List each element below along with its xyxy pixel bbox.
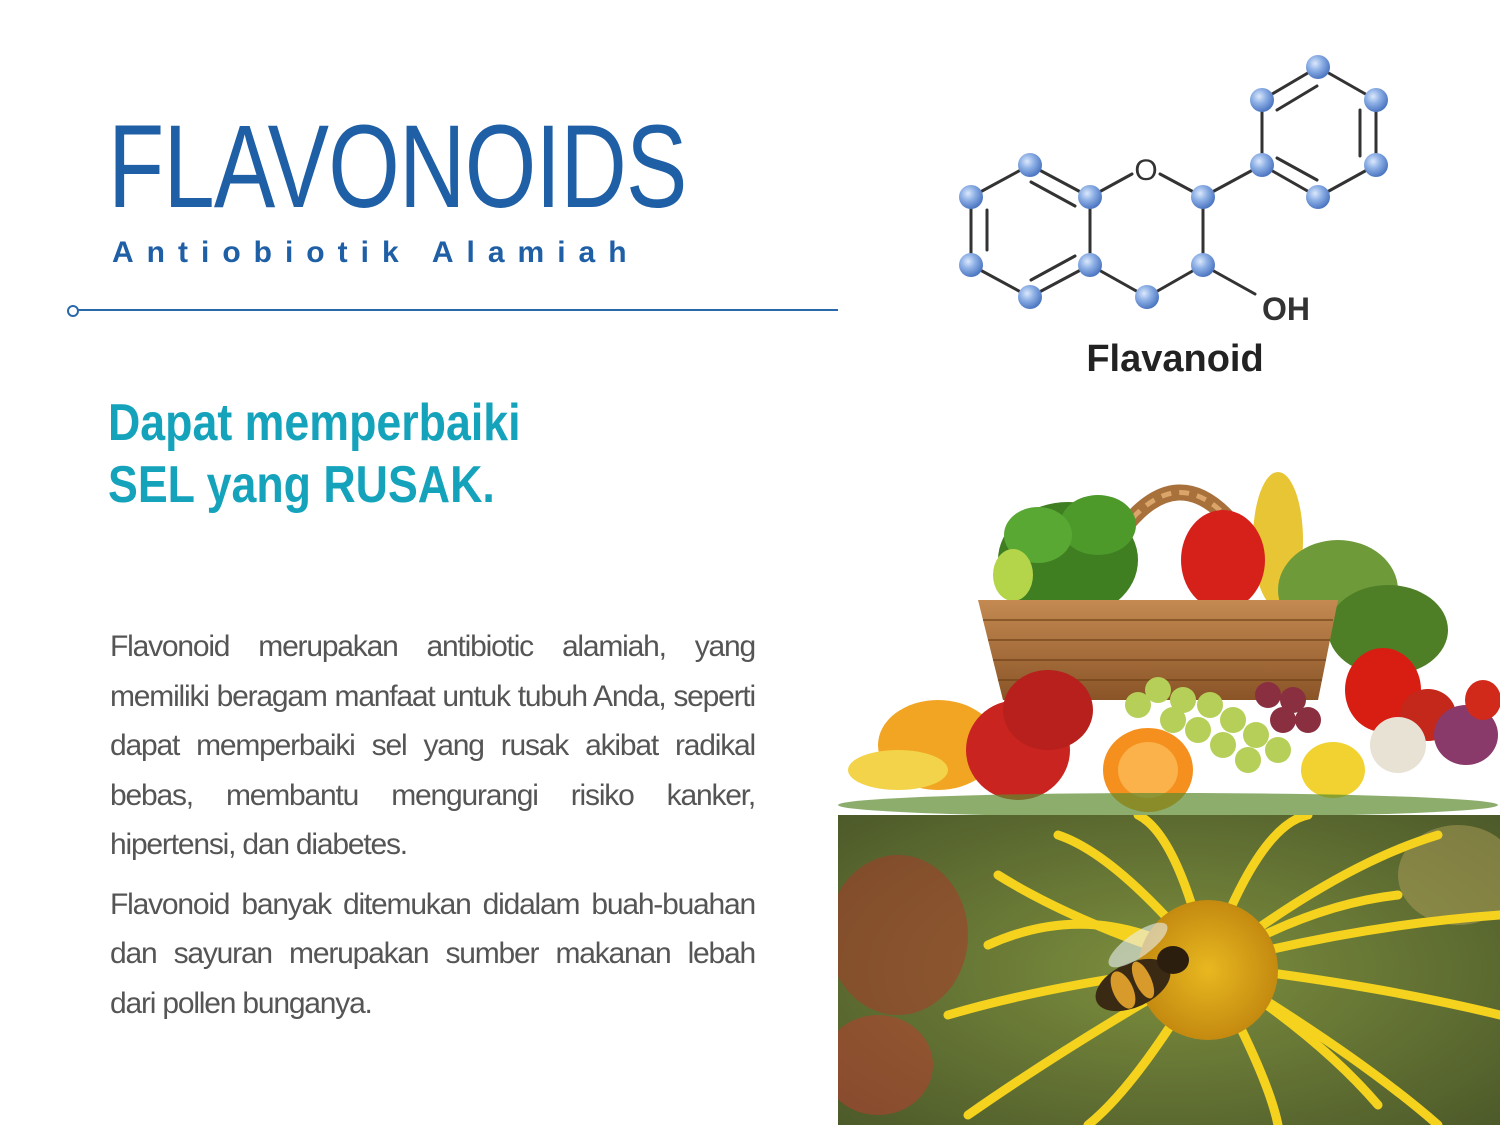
divider-dot bbox=[67, 305, 79, 317]
molecule-caption: Flavanoid bbox=[1086, 338, 1264, 380]
fruit-basket-photo bbox=[838, 400, 1500, 815]
headline bbox=[108, 392, 521, 516]
oxygen-label: O bbox=[1134, 154, 1158, 187]
hydroxyl-label: OH bbox=[1262, 291, 1310, 327]
divider-line bbox=[78, 309, 838, 311]
body-paragraph-2: Flavonoid banyak ditemukan didalam buah-buahan dan sayuran merupakan sumber makanan lebah dari pollen bunganya. bbox=[110, 887, 755, 1020]
molecule-bonds bbox=[971, 67, 1376, 297]
headline-line-1: Dapat memperbaiki bbox=[108, 394, 521, 452]
body-text bbox=[110, 622, 755, 1038]
headline-line-2: SEL yang RUSAK. bbox=[108, 456, 495, 514]
page-subtitle: Antiobiotik Alamiah bbox=[112, 236, 640, 269]
page-title: FLAVONOIDS bbox=[108, 101, 687, 233]
bee-on-flower-photo bbox=[838, 815, 1500, 1125]
body-paragraph-1: Flavonoid merupakan antibiotic alamiah, yang memiliki beragam manfaat untuk tubuh Anda, seperti dapat memperbaiki sel yang rusak akibat radikal bebas, membantu mengurangi risiko kanker, hipertensi, dan diabetes. bbox=[110, 630, 755, 861]
